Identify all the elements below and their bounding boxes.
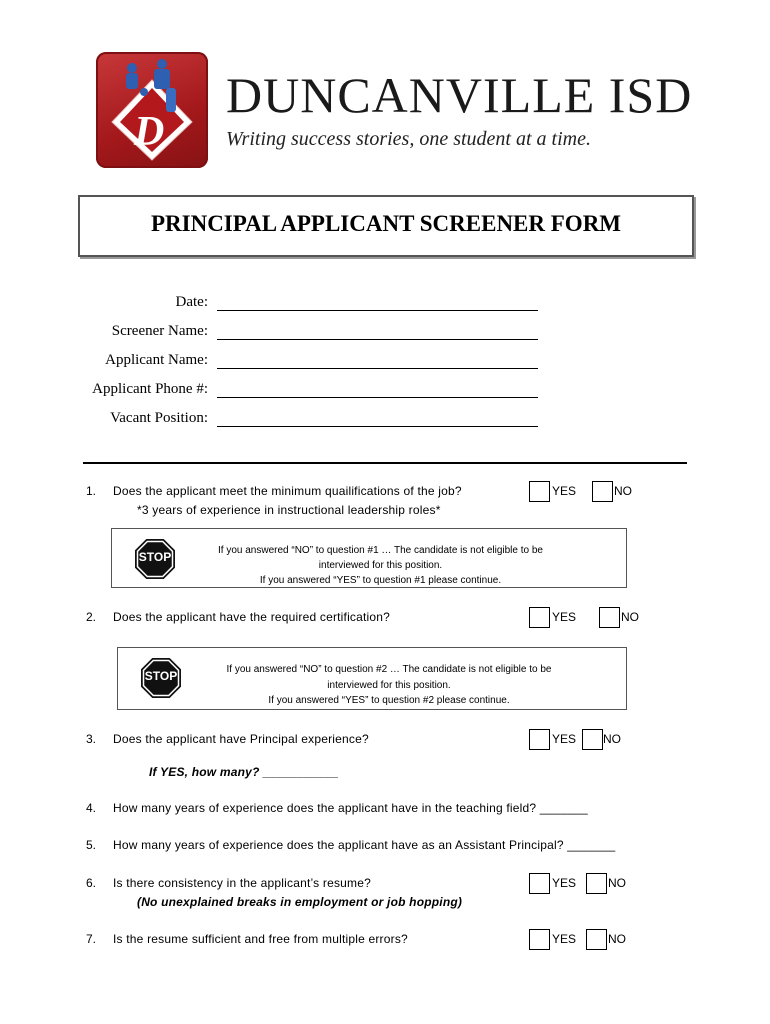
date-label: Date: — [175, 294, 208, 310]
date-field[interactable] — [217, 296, 538, 311]
vacant-position-field[interactable] — [217, 412, 538, 427]
question-2-text: Does the applicant have the required certification? — [113, 610, 391, 624]
question-3-no-checkbox[interactable] — [582, 729, 603, 750]
question-4-number: 4. — [86, 801, 97, 815]
stop-2-line-2: interviewed for this position. — [327, 680, 451, 691]
applicant-phone-label: Applicant Phone #: — [92, 381, 208, 397]
stop-1-line-3: If you answered “YES” to question #1 please continue. — [259, 575, 502, 586]
screener-name-label: Screener Name: — [111, 323, 208, 339]
question-1-yes-label: YES — [552, 484, 577, 498]
district-tagline: Writing success stories, one student at a time. — [226, 128, 591, 150]
vacant-position-label: Vacant Position: — [110, 410, 208, 426]
question-6-no-label: NO — [608, 876, 626, 890]
question-3-yes-checkbox[interactable] — [529, 729, 550, 750]
question-7-no-label: NO — [608, 932, 626, 946]
stop-2-line-1: If you answered “NO” to question #2 … The candidate is not eligible to be — [226, 664, 552, 675]
question-3-yes-label: YES — [552, 732, 577, 746]
applicant-name-label: Applicant Name: — [105, 352, 208, 368]
question-1-yes-checkbox[interactable] — [529, 481, 550, 502]
question-6-number: 6. — [86, 876, 97, 890]
question-1-no-label: NO — [614, 484, 632, 498]
question-2-number: 2. — [86, 610, 97, 624]
question-1-no-checkbox[interactable] — [592, 481, 613, 502]
stop-1-line-1: If you answered “NO” to question #1 … The candidate is not eligible to be — [217, 545, 543, 556]
question-2-yes-label: YES — [552, 610, 577, 624]
question-7-number: 7. — [86, 932, 97, 946]
question-1-text: Does the applicant meet the minimum quailifications of the job? — [113, 484, 462, 498]
form-title: PRINCIPAL APPLICANT SCREENER FORM — [150, 211, 622, 236]
stop-notice-2 — [117, 647, 627, 710]
district-name: DUNCANVILLE ISD — [226, 67, 693, 123]
applicant-phone-field[interactable] — [217, 383, 538, 398]
question-3-text: Does the applicant have Principal experience? — [113, 732, 369, 746]
question-4-text: How many years of experience does the applicant have in the teaching field? _______ — [113, 801, 588, 815]
question-7-no-checkbox[interactable] — [586, 929, 607, 950]
question-2-no-checkbox[interactable] — [599, 607, 620, 628]
question-3-number: 3. — [86, 732, 97, 746]
stop-2-line-3: If you answered “YES” to question #2 please continue. — [268, 695, 510, 706]
question-2-no-label: NO — [621, 610, 639, 624]
stop-1-line-2: interviewed for this position. — [318, 560, 443, 571]
question-6-text: Is there consistency in the applicant’s resume? — [113, 876, 371, 890]
question-6-yes-label: YES — [552, 876, 577, 890]
stop-sign-text: STOP — [144, 669, 178, 683]
stop-notice-1 — [111, 528, 627, 588]
screener-name-field[interactable] — [217, 325, 538, 340]
question-6-yes-checkbox[interactable] — [529, 873, 550, 894]
question-5-number: 5. — [86, 838, 97, 852]
stop-sign-text: STOP — [138, 550, 172, 564]
question-7-yes-label: YES — [552, 932, 577, 946]
form-title-box — [78, 195, 694, 257]
question-6-no-checkbox[interactable] — [586, 873, 607, 894]
question-2-yes-checkbox[interactable] — [529, 607, 550, 628]
question-7-yes-checkbox[interactable] — [529, 929, 550, 950]
question-3-no-label: NO — [603, 732, 621, 746]
question-6-note: (No unexplained breaks in employment or job hopping) — [137, 895, 463, 909]
question-5-text: How many years of experience does the applicant have as an Assistant Principal? _______ — [113, 838, 616, 852]
section-divider — [83, 462, 687, 464]
question-3-followup: If YES, how many? ___________ — [149, 765, 339, 779]
district-logo — [96, 52, 208, 168]
question-1-number: 1. — [86, 484, 97, 498]
applicant-name-field[interactable] — [217, 354, 538, 369]
question-1-note: *3 years of experience in instructional leadership roles* — [137, 503, 441, 517]
question-7-text: Is the resume sufficient and free from multiple errors? — [113, 932, 408, 946]
logo-letter: D — [134, 109, 165, 155]
